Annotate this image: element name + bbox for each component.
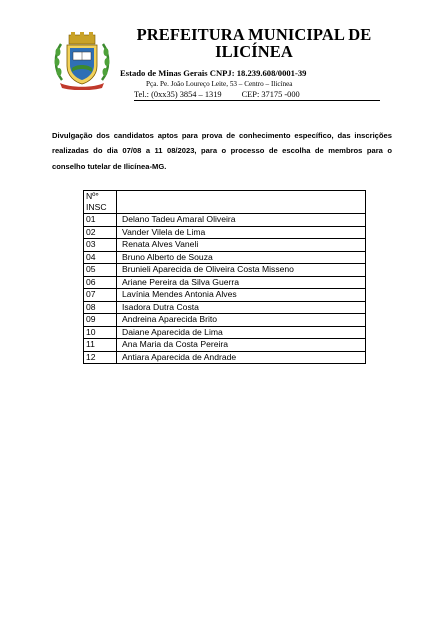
candidate-name-cell: Renata Alves Vaneli xyxy=(117,239,366,252)
registration-number-cell: 03 xyxy=(84,239,117,252)
registration-number-cell: 02 xyxy=(84,226,117,239)
candidate-name-cell: Ariane Pereira da Silva Guerra xyxy=(117,276,366,289)
candidate-name-cell: Vander Vilela de Lima xyxy=(117,226,366,239)
table-row xyxy=(84,289,366,302)
table-row xyxy=(84,301,366,314)
registration-number-cell: 12 xyxy=(84,351,117,364)
table-row xyxy=(84,264,366,277)
table-row xyxy=(84,351,366,364)
state-cnpj-line: Estado de Minas Gerais CNPJ: 18.239.608/0001-39 xyxy=(120,68,307,78)
coat-of-arms-icon xyxy=(52,30,112,90)
candidate-name-cell: Ana Maria da Costa Pereira xyxy=(117,339,366,352)
table-row xyxy=(84,214,366,227)
candidate-name-cell: Antiara Aparecida de Andrade xyxy=(117,351,366,364)
candidate-name-cell: Andreina Aparecida Brito xyxy=(117,314,366,327)
header-name-cell xyxy=(117,191,366,214)
candidate-name-cell: Daiane Aparecida de Lima xyxy=(117,326,366,339)
registration-number-cell: 11 xyxy=(84,339,117,352)
candidate-name-cell: Bruno Alberto de Souza xyxy=(117,251,366,264)
registration-number-cell: 07 xyxy=(84,289,117,302)
registration-number-cell: 08 xyxy=(84,301,117,314)
table-row xyxy=(84,276,366,289)
phone-text: Tel.: (0xx35) 3854 – 1319 xyxy=(134,90,222,99)
cep-text: CEP: 37175 -000 xyxy=(241,90,300,99)
header-number-label: Nº° INSC xyxy=(86,191,107,212)
municipality-title: PREFEITURA MUNICIPAL DE ILICÍNEA xyxy=(136,25,372,61)
table-row xyxy=(84,339,366,352)
registration-number-cell: 05 xyxy=(84,264,117,277)
table-row xyxy=(84,326,366,339)
address-line: Pça. Pe. João Loureço Leite, 53 – Centro – Ilicínea xyxy=(146,80,293,88)
registration-number-cell: 10 xyxy=(84,326,117,339)
registration-number-cell: 06 xyxy=(84,276,117,289)
registration-number-cell: 01 xyxy=(84,214,117,227)
table-row xyxy=(84,314,366,327)
candidate-name-cell: Lavínia Mendes Antonia Alves xyxy=(117,289,366,302)
header-number-cell xyxy=(84,191,117,214)
candidates-table xyxy=(83,190,366,364)
announcement-paragraph: Divulgação dos candidatos aptos para prova de conhecimento específico, das inscrições realizadas do dia 07/08 a 11 08/2023, para o processo de escolha de membros para o conselho tutelar de Ilicínea-MG. xyxy=(52,131,392,171)
candidate-name-cell: Isadora Dutra Costa xyxy=(117,301,366,314)
candidate-name-cell: Brunieli Aparecida de Oliveira Costa Misseno xyxy=(117,264,366,277)
candidate-name-cell: Delano Tadeu Amaral Oliveira xyxy=(117,214,366,227)
contact-line xyxy=(134,90,380,101)
table-header-row xyxy=(84,191,366,214)
table-row xyxy=(84,239,366,252)
table-row xyxy=(84,226,366,239)
registration-number-cell: 04 xyxy=(84,251,117,264)
registration-number-cell: 09 xyxy=(84,314,117,327)
table-row xyxy=(84,251,366,264)
